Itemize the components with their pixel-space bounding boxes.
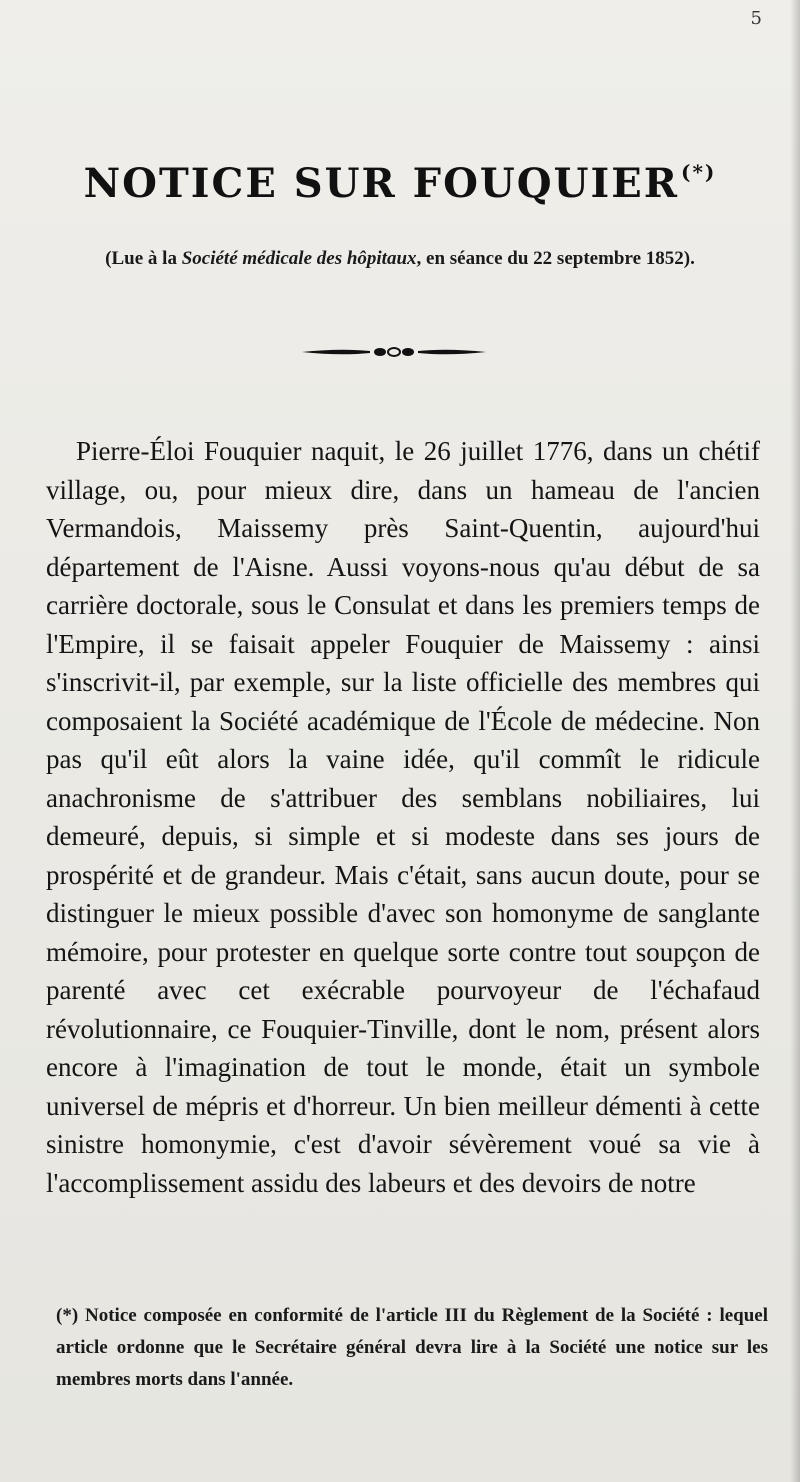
- title-text: NOTICE SUR FOUQUIER: [83, 160, 679, 207]
- footnote-text: Notice composée en conformité de l'article III du Règlement de la Société : lequel article ordonne que le Secrétaire général devra lire à la Société une notice sur les membres morts dans l'année.: [56, 1305, 768, 1390]
- page-number: 5: [750, 8, 762, 29]
- subtitle-prefix: (Lue à la: [105, 248, 182, 269]
- footnote: [56, 1300, 768, 1396]
- biography-text: Pierre-Éloi Fouquier naquit, le 26 juillet 1776, dans un chétif village, ou, pour mieux dire, dans un hameau de l'ancien Vermandois, Maissemy près Saint-Quentin, aujourd'hui département de l'Aisne. Aussi voyons-nous qu'au début de sa carrière doctorale, sous le Consulat et dans les premiers temps de l'Empire, il se faisait appeler Fouquier de Maissemy : ainsi s'inscrivit-il, par exemple, sur la liste officielle des membres qui composaient la Société académique de l'École de médecine. Non pas qu'il eût alors la vaine idée, qu'il commît le ridicule anachronisme de s'attribuer des semblans nobiliaires, lui demeuré, depuis, si simple et si modeste dans ses jours de prospérité et de grandeur. Mais c'était, sans aucun doute, pour se distinguer le mieux possible d'avec son homonyme de sanglante mémoire, pour protester en quelque sorte contre tout soupçon de parenté avec cet exécrable pourvoyeur de l'échafaud révolutionnaire, ce Fouquier-Tinville, dont le nom, présent alors encore à l'imagination de tout le monde, était un symbole universel de mépris et d'horreur. Un bien meilleur démenti à cette sinistre homonymie, c'est d'avoir sévèrement voué sa vie à l'accomplissement assidu des labeurs et des devoirs de notre: [46, 436, 760, 1198]
- footnote-mark: (*): [56, 1305, 79, 1326]
- subtitle-suffix: , en séance du 22 septembre 1852).: [416, 248, 695, 269]
- page-edge-shadow: [790, 0, 800, 1482]
- subtitle-society-name: Société médicale des hôpitaux: [181, 248, 417, 269]
- notice-subtitle: [50, 248, 750, 270]
- title-footnote-mark: (*): [680, 160, 717, 184]
- biography-paragraph: [46, 432, 760, 1202]
- notice-title: [0, 160, 800, 207]
- ornament-divider: [300, 344, 488, 360]
